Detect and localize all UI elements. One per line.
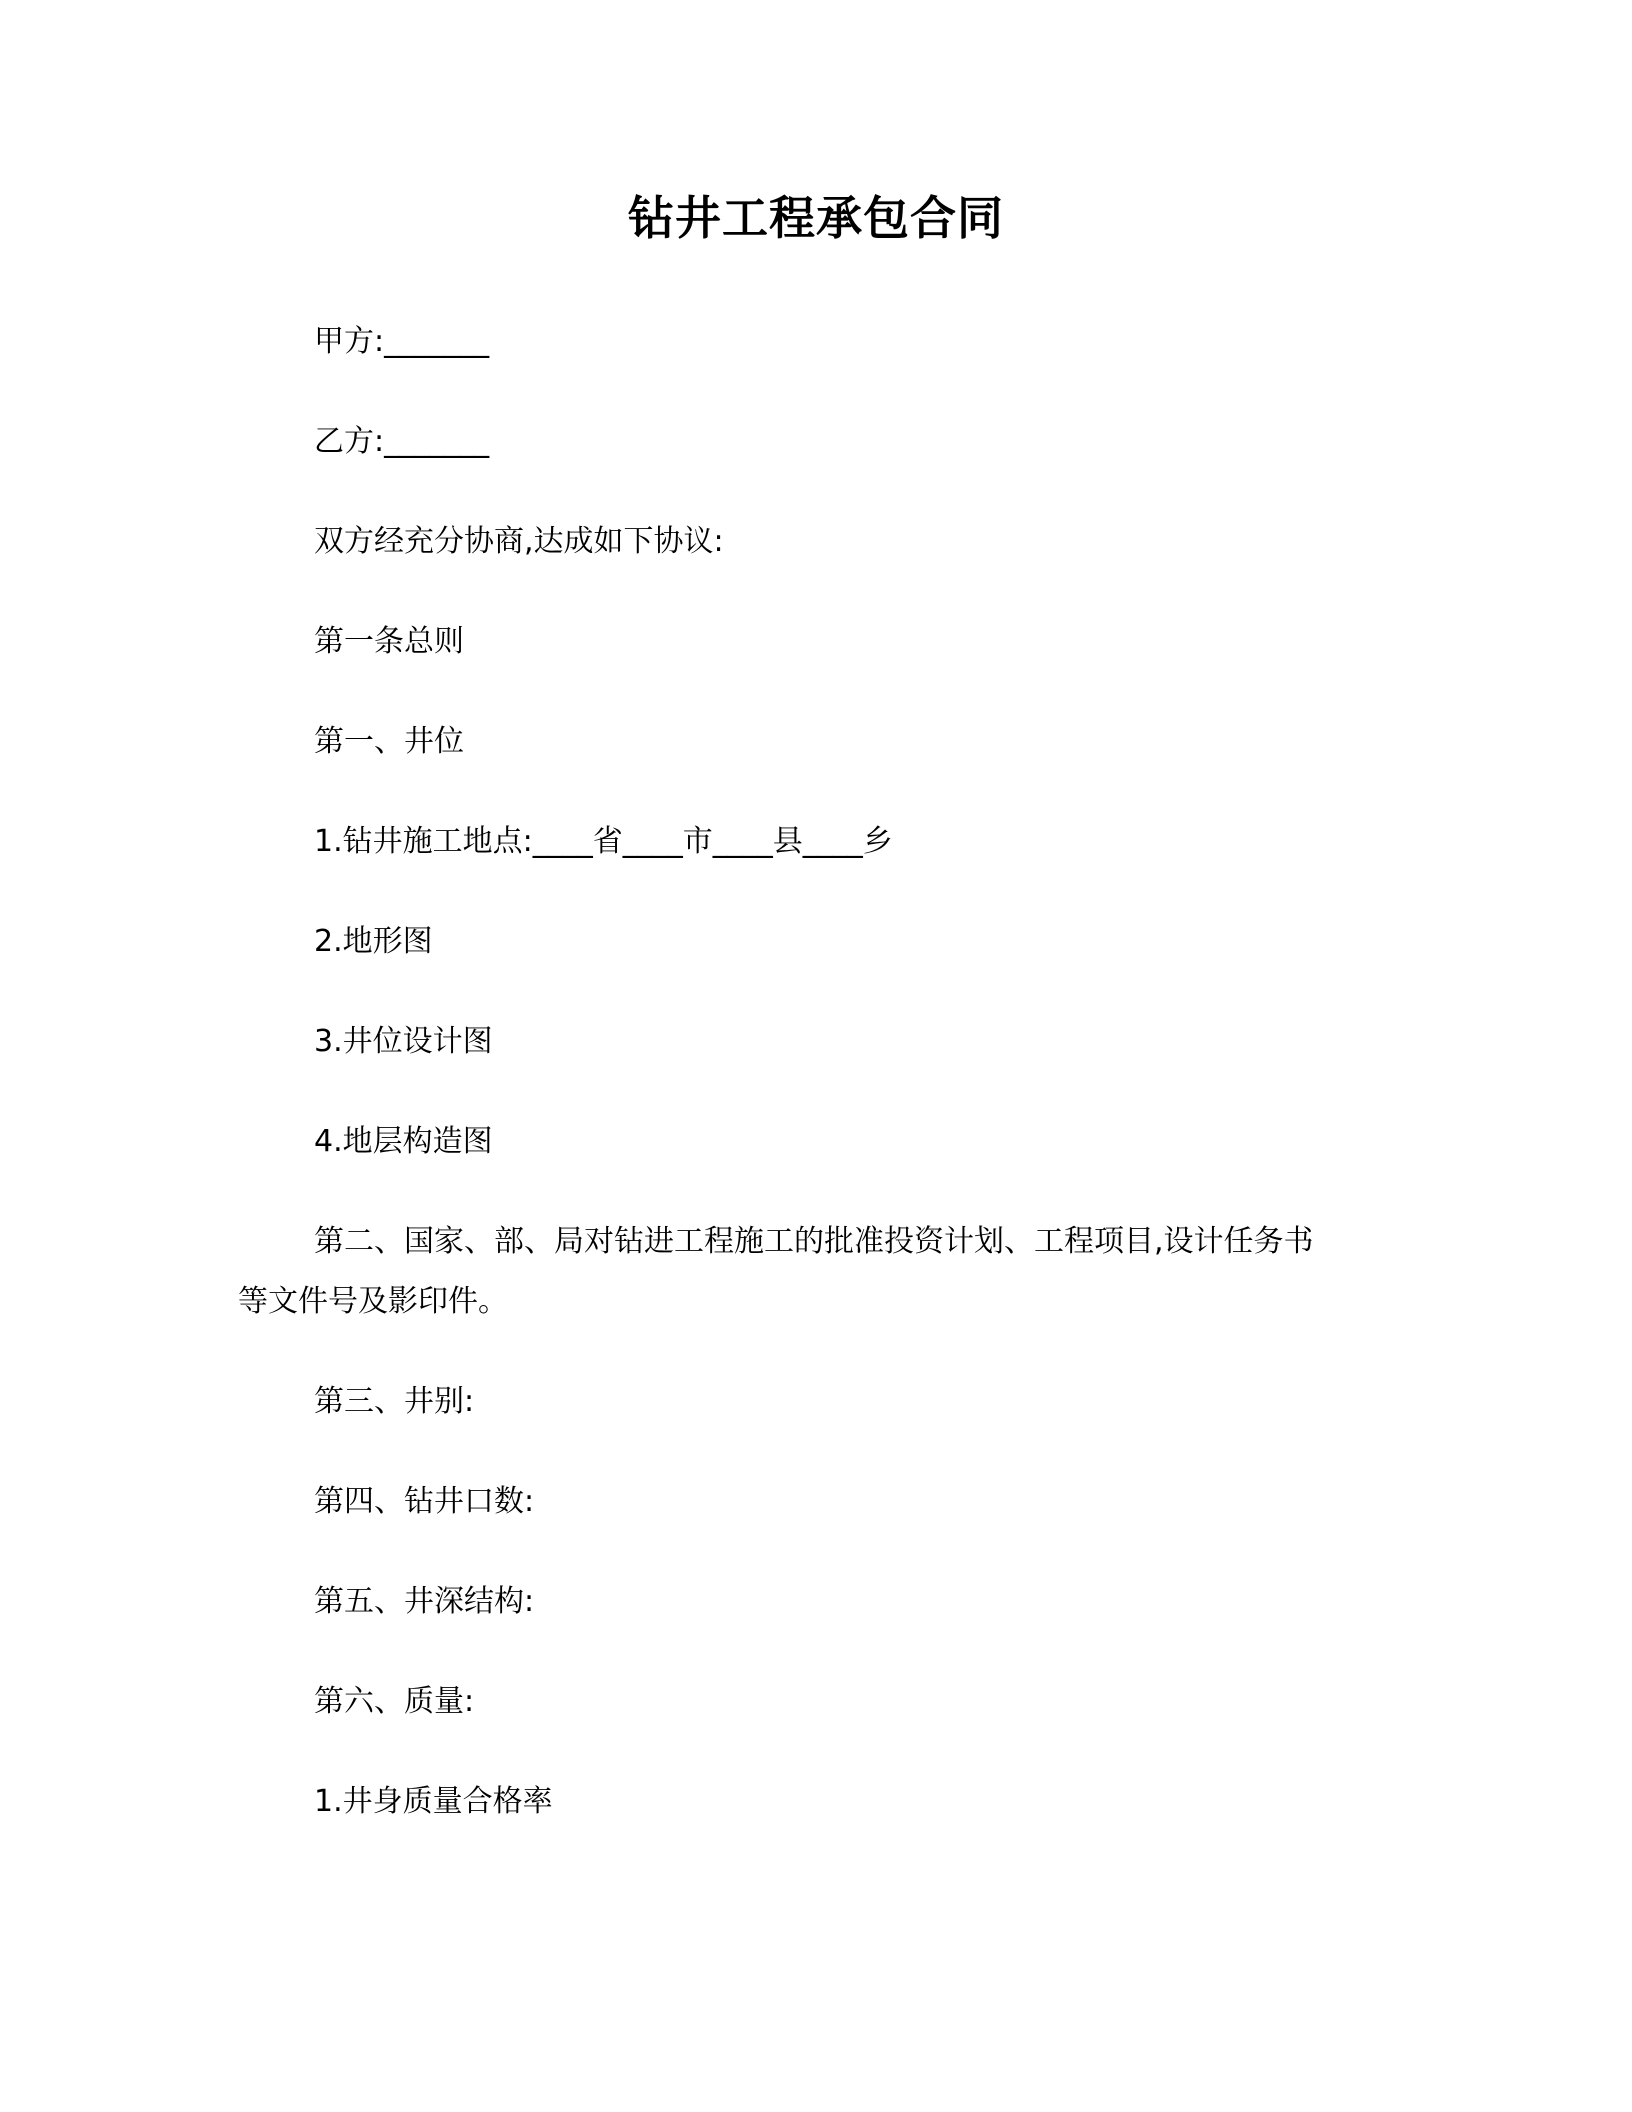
party-a-line: 甲方:_______ [314, 324, 490, 359]
section-3-heading: 第三、井别: [314, 1384, 475, 1419]
section-2-paragraph [238, 1212, 1394, 1332]
item-well-quality-rate: 1.井身质量合格率 [314, 1784, 553, 1819]
item-strata-map: 4.地层构造图 [314, 1124, 493, 1159]
section-2-line-1: 第二、国家、部、局对钻进工程施工的批准投资计划、工程项目,设计任务书 [314, 1224, 1314, 1259]
agreement-intro: 双方经充分协商,达成如下协议: [314, 524, 724, 559]
item-drilling-location: 1.钻井施工地点:____省____市____县____乡 [314, 824, 893, 859]
party-b-line: 乙方:_______ [314, 424, 490, 459]
section-1-heading: 第一、井位 [314, 724, 464, 759]
section-5-heading: 第五、井深结构: [314, 1584, 535, 1619]
section-4-heading: 第四、钻井口数: [314, 1484, 535, 1519]
section-6-heading: 第六、质量: [314, 1684, 475, 1719]
item-well-design: 3.井位设计图 [314, 1024, 493, 1059]
section-2-line-2: 等文件号及影印件。 [238, 1284, 508, 1319]
item-topographic-map: 2.地形图 [314, 924, 433, 959]
article-1-heading: 第一条总则 [314, 624, 464, 659]
document-title: 钻井工程承包合同 [628, 191, 1004, 245]
